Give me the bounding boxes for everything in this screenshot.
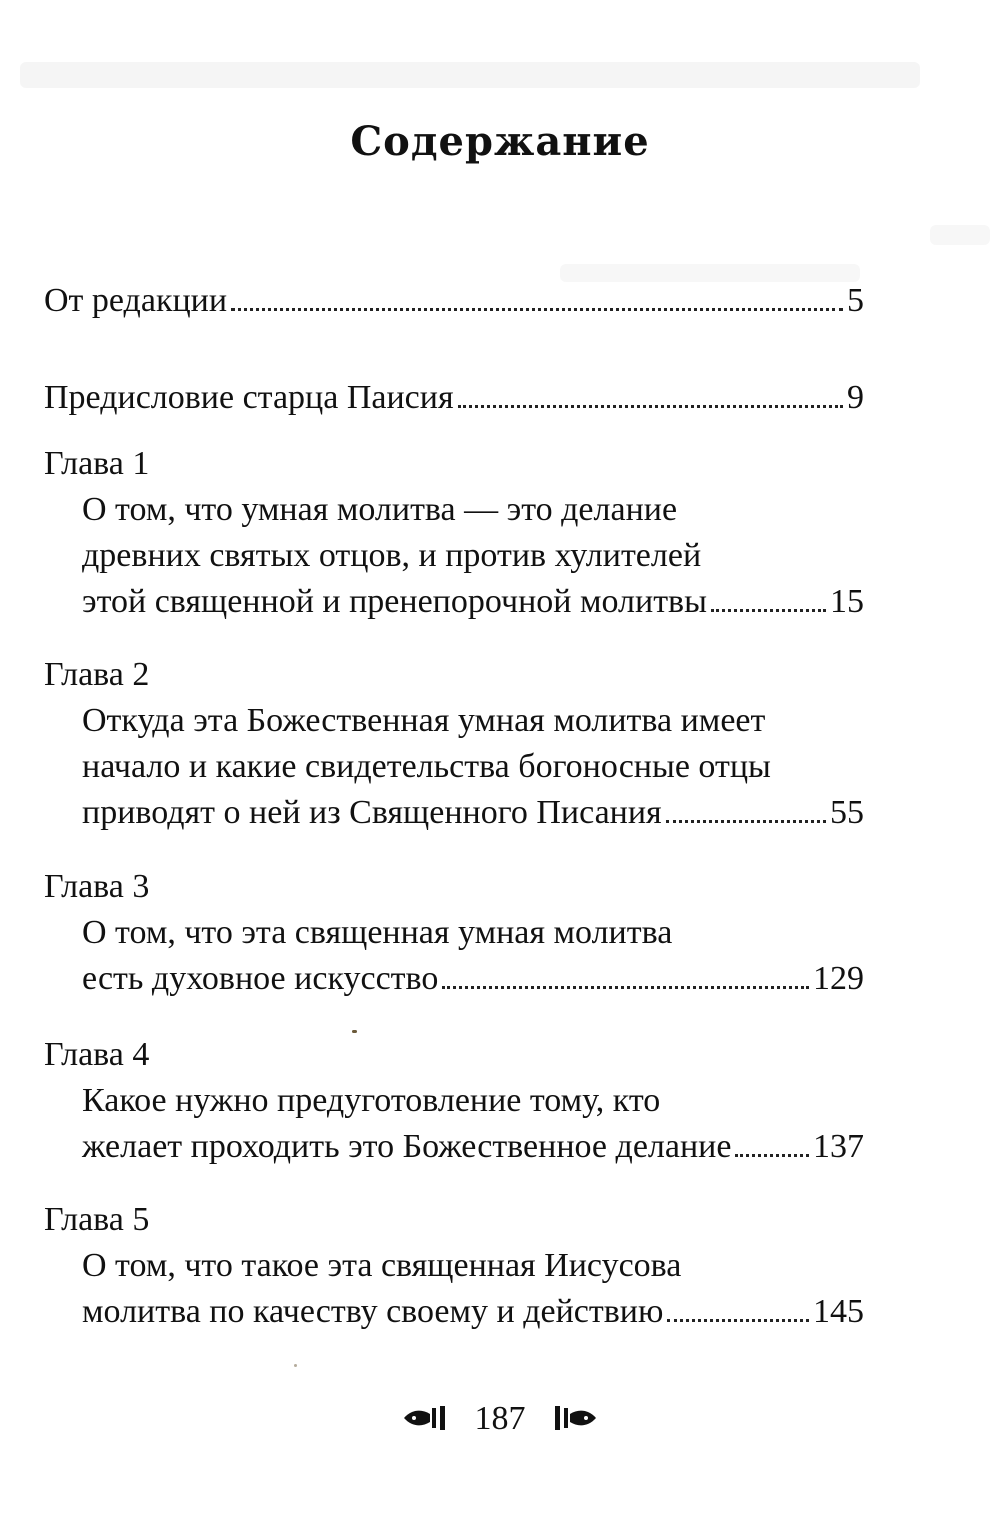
chapter-title-line: О том, что эта священная умная молитва <box>82 914 673 951</box>
chapter-page: 129 <box>813 960 864 997</box>
paper-speck <box>294 1364 297 1367</box>
chapter-title-line: О том, что такое эта священная Иисусова <box>82 1247 682 1284</box>
chapter-heading: Глава 4 <box>44 1036 150 1073</box>
chapter-title-line: Откуда эта Божественная умная молитва имеет <box>82 702 766 739</box>
page-title: Содержание <box>350 118 650 165</box>
chapter-title-line: есть духовное искусство <box>82 960 439 997</box>
chapter-heading: Глава 3 <box>44 868 150 905</box>
chapter-title-line: желает проходить это Божественное делание <box>82 1128 732 1165</box>
dot-leader <box>735 1154 809 1157</box>
toc-entry-editorial <box>44 278 864 324</box>
toc-entry-page: 5 <box>847 282 864 319</box>
chapter-page: 55 <box>830 794 864 831</box>
chapter-page: 15 <box>830 583 864 620</box>
toc-entry-label: Предисловие старца Паисия <box>44 379 454 416</box>
dot-leader <box>666 820 826 823</box>
ornament-right-icon <box>548 1398 598 1444</box>
dot-leader <box>711 609 826 612</box>
chapter-heading: Глава 2 <box>44 656 150 693</box>
chapter-heading: Глава 1 <box>44 445 150 482</box>
chapter-page: 145 <box>813 1293 864 1330</box>
toc-entry-label: От редакции <box>44 282 228 319</box>
chapter-title-line: молитва по качеству своему и действию <box>82 1293 664 1330</box>
page-number: 187 <box>474 1400 526 1437</box>
ornament-left-icon <box>402 1398 452 1444</box>
dot-leader <box>667 1319 809 1322</box>
toc-chapter-3 <box>44 864 864 1002</box>
dot-leader <box>231 308 843 311</box>
chapter-title-line: древних святых отцов, и против хулителей <box>82 537 702 574</box>
dot-leader <box>442 986 809 989</box>
dot-leader <box>458 405 843 408</box>
toc-chapter-4 <box>44 1032 864 1170</box>
chapter-title-line: О том, что умная молитва — это делание <box>82 491 678 528</box>
toc-chapter-1 <box>44 441 864 625</box>
bleed-through-mark <box>20 62 920 88</box>
toc-entry-page: 9 <box>847 379 864 416</box>
chapter-title-line: Какое нужно предуготовление тому, кто <box>82 1082 661 1119</box>
chapter-title-line: приводят о ней из Священного Писания <box>82 794 662 831</box>
paper-speck <box>352 1030 357 1033</box>
page-footer <box>0 1396 1000 1444</box>
chapter-heading: Глава 5 <box>44 1201 150 1238</box>
toc-chapter-2 <box>44 652 864 836</box>
toc-entry-preface <box>44 375 864 421</box>
bleed-through-mark <box>930 225 990 245</box>
chapter-page: 137 <box>813 1128 864 1165</box>
chapter-title-line: начало и какие свидетельства богоносные отцы <box>82 748 771 785</box>
toc-chapter-5 <box>44 1197 864 1335</box>
chapter-title-line: этой священной и пренепорочной молитвы <box>82 583 707 620</box>
